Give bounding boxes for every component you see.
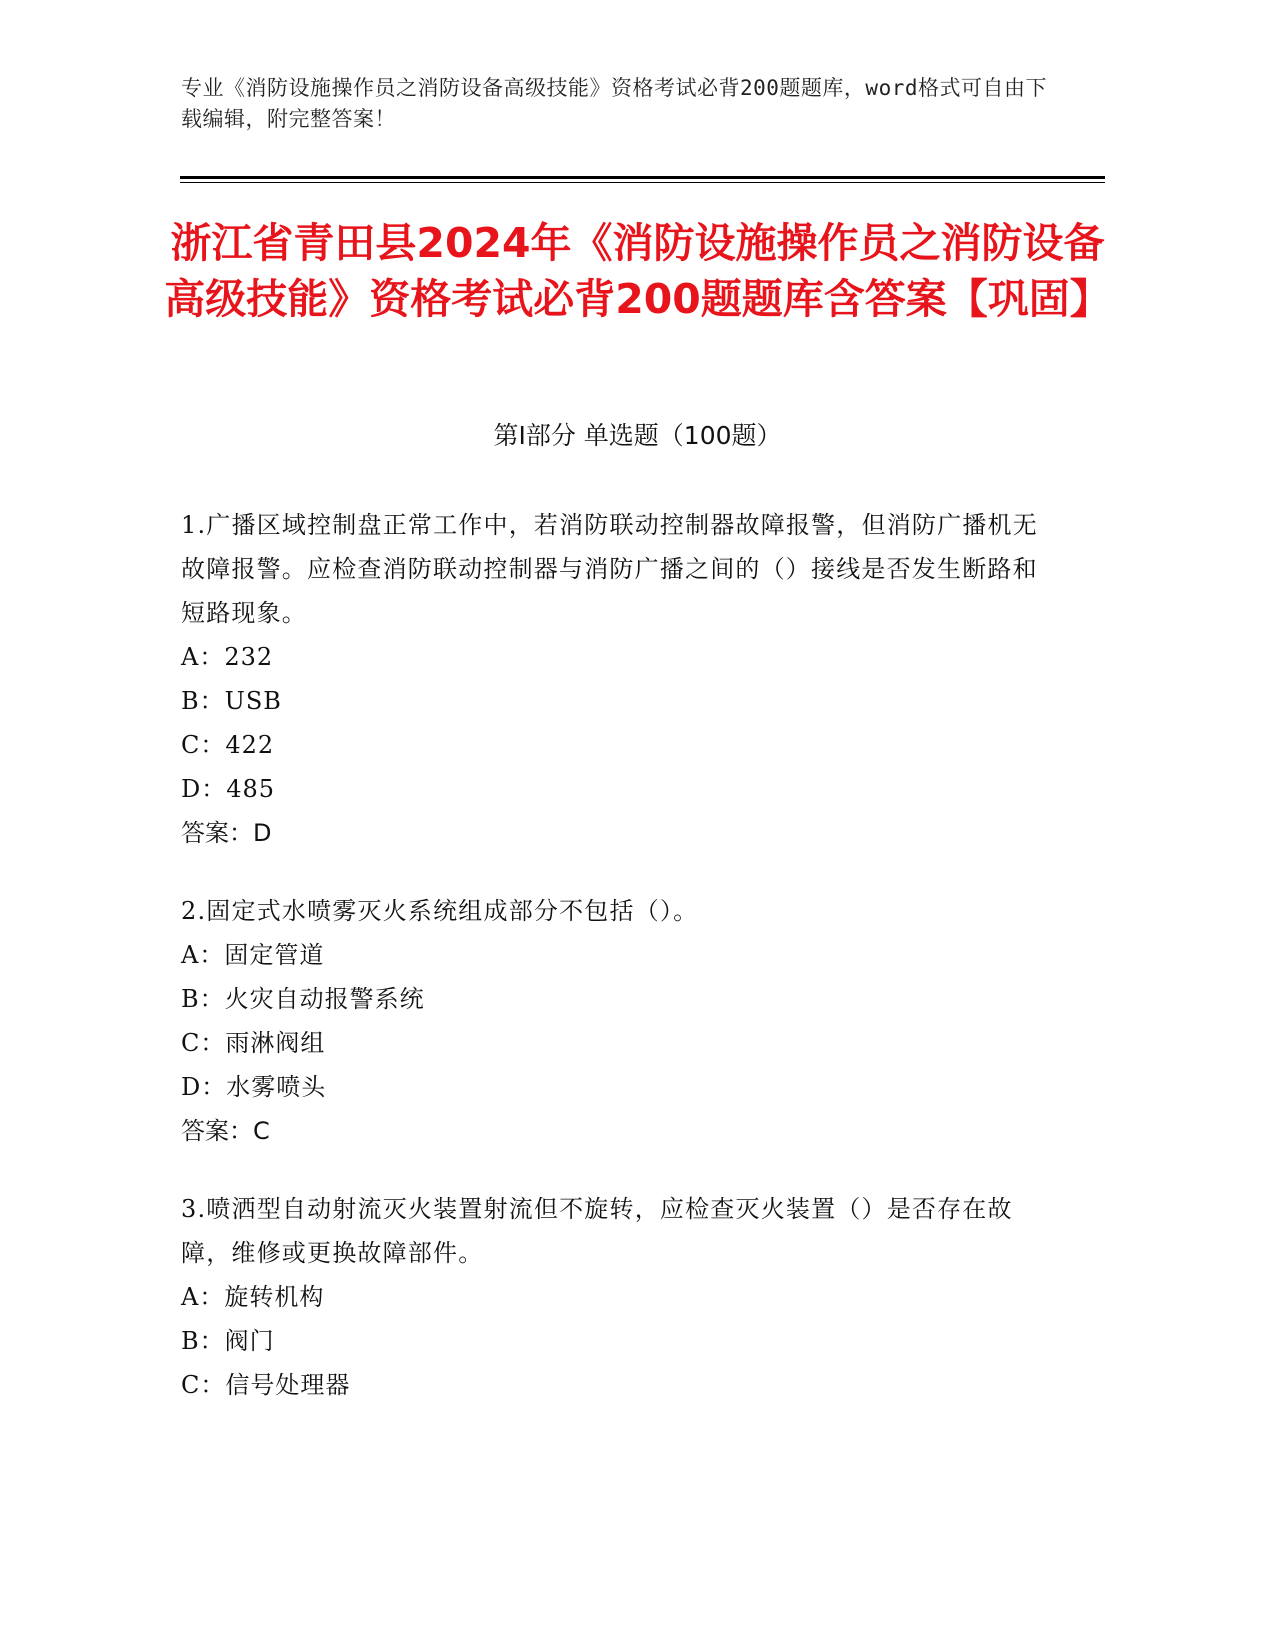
option-d <box>181 767 1061 811</box>
header-note: 专业《消防设施操作员之消防设备高级技能》资格考试必背200题题库，word格式可自由下载编辑，附完整答案！ <box>181 76 1047 131</box>
answer-line: 答案：C <box>181 1117 270 1145</box>
option-text: USB <box>224 687 282 715</box>
option-key: A： <box>181 1283 225 1311</box>
option-text: 固定管道 <box>224 941 325 969</box>
option-key: B： <box>181 687 225 715</box>
option-key: A： <box>181 643 225 671</box>
option-a <box>181 933 1061 977</box>
question-list <box>181 503 1061 1441</box>
question-stem: 2.固定式水喷雾灭火系统组成部分不包括（）。 <box>181 897 699 925</box>
option-b <box>181 977 1061 1021</box>
header-rule-thin <box>180 182 1105 183</box>
option-text: 信号处理器 <box>225 1371 351 1399</box>
option-a <box>181 635 1061 679</box>
option-text: 232 <box>224 643 274 671</box>
question-stem: 3.喷洒型自动射流灭火装置射流但不旋转，应检查灭火装置（）是否存在故障，维修或更换故障部件。 <box>181 1195 1013 1267</box>
question-2 <box>181 889 1061 1153</box>
option-key: B： <box>181 1327 225 1355</box>
option-text: 火灾自动报警系统 <box>224 985 425 1013</box>
option-a <box>181 1275 1061 1319</box>
option-text: 422 <box>225 731 275 759</box>
section-heading: 第I部分 单选题（100题） <box>493 421 782 450</box>
question-stem: 1.广播区域控制盘正常工作中，若消防联动控制器故障报警，但消防广播机无故障报警。应检查消防联动控制器与消防广播之间的（）接线是否发生断路和短路现象。 <box>181 511 1038 627</box>
option-text: 水雾喷头 <box>226 1073 327 1101</box>
question-3 <box>181 1187 1061 1407</box>
option-key: C： <box>181 1371 226 1399</box>
option-key: D： <box>181 1073 227 1101</box>
document-title: 浙江省青田县2024年《消防设施操作员之消防设备高级技能》资格考试必背200题题库含答案【巩固】 <box>164 219 1111 323</box>
option-b <box>181 1319 1061 1363</box>
option-text: 485 <box>226 775 276 803</box>
header-rule-thick <box>180 176 1105 179</box>
option-c <box>181 1021 1061 1065</box>
answer-line: 答案：D <box>181 819 272 847</box>
option-key: C： <box>181 731 226 759</box>
option-b <box>181 679 1061 723</box>
option-d <box>181 1065 1061 1109</box>
option-text: 旋转机构 <box>224 1283 325 1311</box>
option-key: C： <box>181 1029 226 1057</box>
option-key: B： <box>181 985 225 1013</box>
option-key: A： <box>181 941 225 969</box>
question-1 <box>181 503 1061 855</box>
option-c <box>181 1363 1061 1407</box>
option-text: 阀门 <box>224 1327 275 1355</box>
option-key: D： <box>181 775 227 803</box>
option-text: 雨淋阀组 <box>225 1029 326 1057</box>
option-c <box>181 723 1061 767</box>
